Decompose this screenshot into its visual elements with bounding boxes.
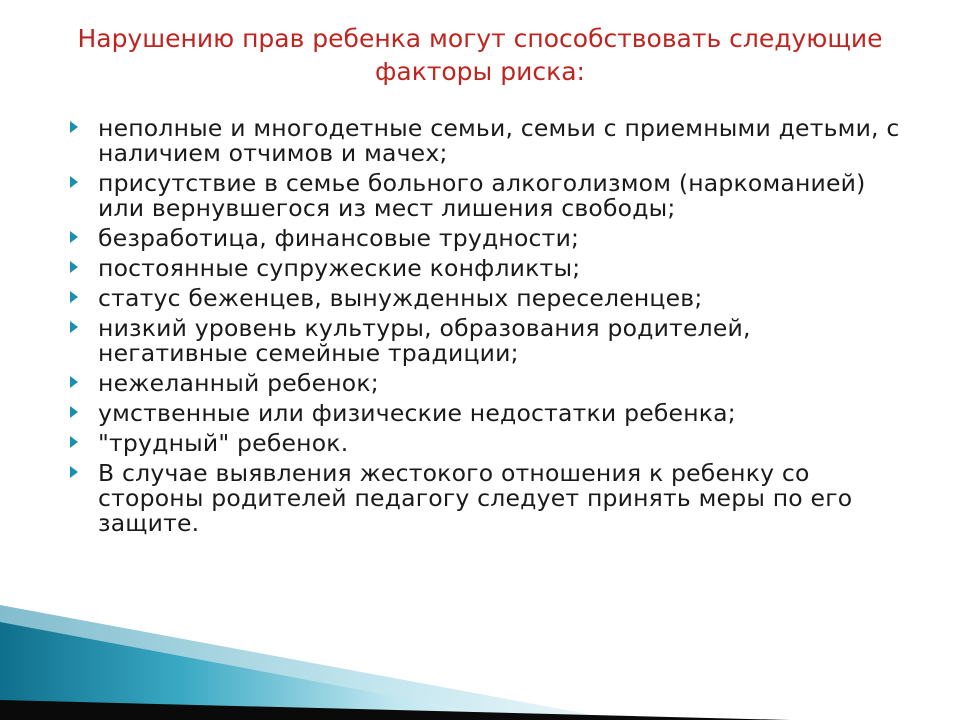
list-item-text: безработица, финансовые трудности; <box>98 224 580 252</box>
list-item <box>66 371 906 396</box>
triangle-bullet-icon <box>70 466 78 478</box>
list-item <box>66 171 906 221</box>
list-item <box>66 316 906 366</box>
list-item <box>66 256 906 281</box>
triangle-bullet-icon <box>70 436 78 448</box>
list-item-text: умственные или физические недостатки ребенка; <box>98 399 736 427</box>
list-item-text: "трудный" ребенок. <box>98 429 349 457</box>
list-item <box>66 401 906 426</box>
list-item-text: неполные и многодетные семьи, семьи с приемными детьми, с наличием отчимов и мачех; <box>98 114 900 167</box>
list-item-text: присутствие в семье больного алкоголизмом (наркоманией) или вернувшегося из мест лишения свободы; <box>98 169 866 222</box>
slide-title: Нарушению прав ребенка могут способствовать следующие факторы риска: <box>77 24 883 86</box>
list-item <box>66 226 906 251</box>
triangle-bullet-icon <box>70 231 78 243</box>
list-item <box>66 116 906 166</box>
list-item-text: нежеланный ребенок; <box>98 369 379 397</box>
list-item <box>66 461 906 536</box>
list-item <box>66 286 906 311</box>
list-item-text: статус беженцев, вынужденных переселенцев; <box>98 284 703 312</box>
bullet-list <box>66 116 906 541</box>
triangle-bullet-icon <box>70 406 78 418</box>
list-item <box>66 431 906 456</box>
triangle-bullet-icon <box>70 121 78 133</box>
triangle-bullet-icon <box>70 376 78 388</box>
triangle-bullet-icon <box>70 321 78 333</box>
triangle-bullet-icon <box>70 176 78 188</box>
list-item-text: постоянные супружеские конфликты; <box>98 254 581 282</box>
list-item-text: В случае выявления жестокого отношения к ребенку со стороны родителей педагогу следует принять меры по его защите. <box>98 459 853 537</box>
triangle-bullet-icon <box>70 261 78 273</box>
list-item-text: низкий уровень культуры, образования родителей, негативные семейные традиции; <box>98 314 751 367</box>
triangle-bullet-icon <box>70 291 78 303</box>
